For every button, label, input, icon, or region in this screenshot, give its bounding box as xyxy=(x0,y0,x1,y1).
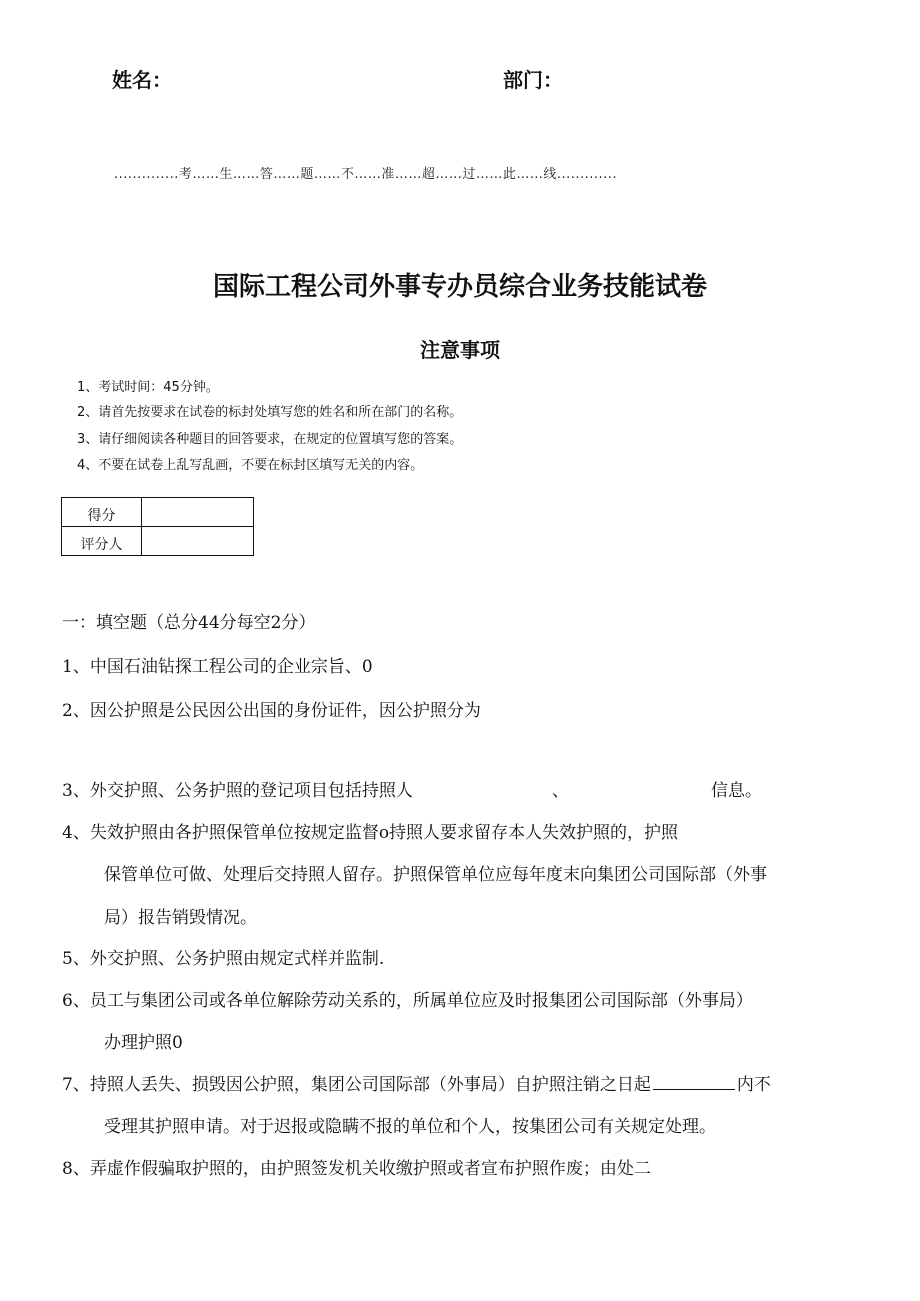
question-7-line-2: 受理其护照申请。对于迟报或隐瞒不报的单位和个人，按集团公司有关规定处理。 xyxy=(104,1117,716,1137)
question-3-separator: 、 xyxy=(552,781,569,801)
question-1: 1、中国石油钻探工程公司的企业宗旨、0 xyxy=(62,657,373,677)
question-4-line-2: 保管单位可做、处理后交持照人留存。护照保管单位应每年度末向集团公司国际部（外事 xyxy=(104,865,767,885)
section-heading: 一：填空题（总分44分每空2分） xyxy=(62,613,316,633)
score-table xyxy=(61,497,254,556)
notice-item: 1、考试时间：45分钟。 xyxy=(77,380,219,395)
name-label: 姓名： xyxy=(112,68,172,92)
question-2: 2、因公护照是公民因公出国的身份证件，因公护照分为 xyxy=(62,701,481,721)
question-5: 5、外交护照、公务护照由规定式样并监制. xyxy=(62,949,385,969)
seal-line: ..............考……生……答……题……不……准……超……过……此……线............. xyxy=(114,167,618,182)
question-4-line-3: 局）报告销毁情况。 xyxy=(104,908,257,928)
notice-item: 3、请仔细阅读各种题目的回答要求，在规定的位置填写您的答案。 xyxy=(77,432,463,447)
page-title: 国际工程公司外事专办员综合业务技能试卷 xyxy=(212,272,707,302)
question-8: 8、弄虚作假骗取护照的，由护照签发机关收缴护照或者宣布护照作废；由处二 xyxy=(62,1159,651,1179)
question-6-line-2: 办理护照0 xyxy=(104,1033,183,1053)
department-label: 部门： xyxy=(503,68,563,92)
score-label: 得分 xyxy=(62,498,142,527)
notice-heading: 注意事项 xyxy=(420,338,500,362)
question-6-line-1: 6、员工与集团公司或各单位解除劳动关系的，所属单位应及时报集团公司国际部（外事局） xyxy=(62,991,753,1011)
question-4-line-1: 4、失效护照由各护照保管单位按规定监督o持照人要求留存本人失效护照的，护照 xyxy=(62,823,679,843)
question-3: 3、外交护照、公务护照的登记项目包括持照人 xyxy=(62,781,413,801)
score-value-cell[interactable] xyxy=(142,498,254,527)
answer-blank[interactable] xyxy=(653,1073,735,1090)
question-3-end: 信息。 xyxy=(711,781,762,801)
notice-item: 4、不要在试卷上乱写乱画，不要在标封区填写无关的内容。 xyxy=(77,458,424,473)
question-7-text-end: 内不 xyxy=(736,1075,771,1095)
grader-value-cell[interactable] xyxy=(142,527,254,556)
notice-item: 2、请首先按要求在试卷的标封处填写您的姓名和所在部门的名称。 xyxy=(77,405,463,420)
grader-label: 评分人 xyxy=(62,527,142,556)
question-7-line-1 xyxy=(62,1070,771,1095)
question-7-text: 7、持照人丢失、损毁因公护照，集团公司国际部（外事局）自护照注销之日起 xyxy=(62,1075,651,1095)
